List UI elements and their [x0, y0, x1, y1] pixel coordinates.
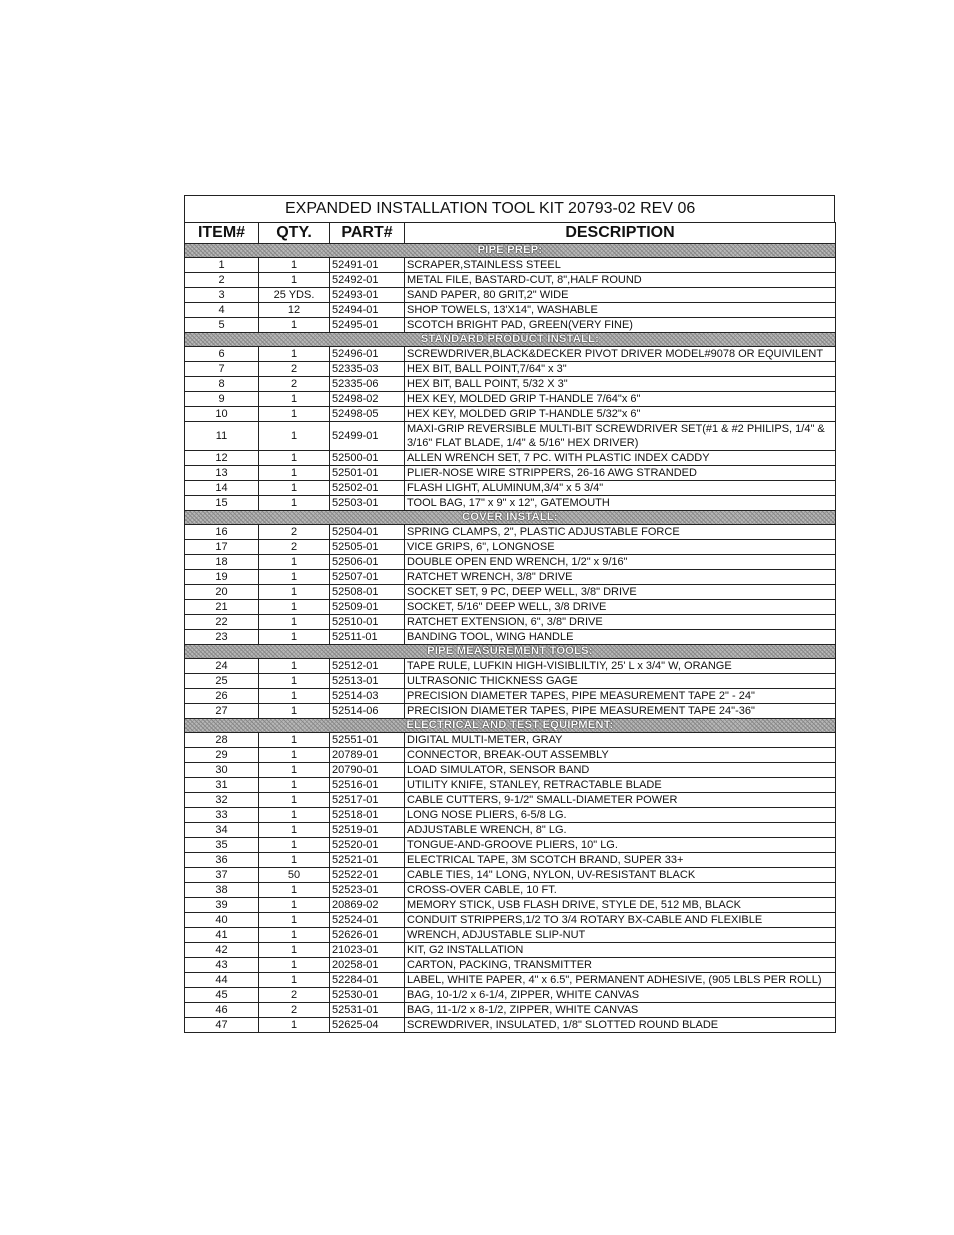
- part-number-cell: 21023-01: [330, 943, 405, 958]
- description-cell: MAXI-GRIP REVERSIBLE MULTI-BIT SCREWDRIVER SET(#1 & #2 PHILIPS, 1/4" & 3/16" FLAT BLADE, 1/4" & 5/16" HEX DRIVER): [405, 422, 836, 451]
- header-part: PART#: [330, 223, 405, 244]
- table-row: [185, 540, 836, 555]
- table-row: [185, 347, 836, 362]
- page-title: EXPANDED INSTALLATION TOOL KIT 20793-02 REV 06: [184, 195, 835, 222]
- description-cell: BAG, 10-1/2 x 6-1/4, ZIPPER, WHITE CANVAS: [405, 988, 836, 1003]
- table-row: [185, 838, 836, 853]
- part-number-cell: 52518-01: [330, 808, 405, 823]
- quantity-cell: 1: [259, 898, 330, 913]
- description-cell: HEX KEY, MOLDED GRIP T-HANDLE 7/64"x 6": [405, 392, 836, 407]
- description-cell: BANDING TOOL, WING HANDLE: [405, 630, 836, 645]
- part-number-cell: 52493-01: [330, 288, 405, 303]
- quantity-cell: 1: [259, 585, 330, 600]
- item-number-cell: 18: [185, 555, 259, 570]
- item-number-cell: 21: [185, 600, 259, 615]
- table-row: [185, 318, 836, 333]
- part-number-cell: 52498-05: [330, 407, 405, 422]
- table-row: [185, 1003, 836, 1018]
- item-number-cell: 36: [185, 853, 259, 868]
- item-number-cell: 26: [185, 689, 259, 704]
- quantity-cell: 1: [259, 943, 330, 958]
- description-cell: RATCHET EXTENSION, 6", 3/8" DRIVE: [405, 615, 836, 630]
- table-row: [185, 689, 836, 704]
- description-cell: CABLE TIES, 14" LONG, NYLON, UV-RESISTANT BLACK: [405, 868, 836, 883]
- table-row: [185, 407, 836, 422]
- item-number-cell: 39: [185, 898, 259, 913]
- description-cell: UTILITY KNIFE, STANLEY, RETRACTABLE BLADE: [405, 778, 836, 793]
- quantity-cell: 1: [259, 659, 330, 674]
- table-row: [185, 778, 836, 793]
- description-cell: SHOP TOWELS, 13'X14", WASHABLE: [405, 303, 836, 318]
- part-number-cell: 52512-01: [330, 659, 405, 674]
- section-title: PIPE PREP:: [185, 244, 836, 258]
- table-row: [185, 303, 836, 318]
- quantity-cell: 1: [259, 496, 330, 511]
- table-row: [185, 883, 836, 898]
- part-number-cell: 52494-01: [330, 303, 405, 318]
- description-cell: VICE GRIPS, 6", LONGNOSE: [405, 540, 836, 555]
- table-row: [185, 973, 836, 988]
- part-number-cell: 52530-01: [330, 988, 405, 1003]
- part-number-cell: 52495-01: [330, 318, 405, 333]
- part-number-cell: 52517-01: [330, 793, 405, 808]
- description-cell: SCREWDRIVER, INSULATED, 1/8" SLOTTED ROUND BLADE: [405, 1018, 836, 1033]
- table-row: [185, 704, 836, 719]
- part-number-cell: 20258-01: [330, 958, 405, 973]
- quantity-cell: 1: [259, 823, 330, 838]
- tool-kit-table: [184, 222, 836, 1033]
- quantity-cell: 1: [259, 928, 330, 943]
- item-number-cell: 6: [185, 347, 259, 362]
- part-number-cell: 52501-01: [330, 466, 405, 481]
- part-number-cell: 52496-01: [330, 347, 405, 362]
- table-row: [185, 793, 836, 808]
- table-row: [185, 481, 836, 496]
- table-row: [185, 659, 836, 674]
- table-row: [185, 258, 836, 273]
- table-row: [185, 958, 836, 973]
- table-row: [185, 362, 836, 377]
- item-number-cell: 22: [185, 615, 259, 630]
- header-description: DESCRIPTION: [405, 223, 836, 244]
- part-number-cell: 20789-01: [330, 748, 405, 763]
- description-cell: ALLEN WRENCH SET, 7 PC. WITH PLASTIC INDEX CADDY: [405, 451, 836, 466]
- part-number-cell: 52506-01: [330, 555, 405, 570]
- table-row: [185, 748, 836, 763]
- part-number-cell: 52284-01: [330, 973, 405, 988]
- table-row: [185, 555, 836, 570]
- table-row: [185, 630, 836, 645]
- description-cell: SAND PAPER, 80 GRIT,2" WIDE: [405, 288, 836, 303]
- quantity-cell: 1: [259, 853, 330, 868]
- quantity-cell: 1: [259, 318, 330, 333]
- item-number-cell: 24: [185, 659, 259, 674]
- table-row: [185, 451, 836, 466]
- item-number-cell: 10: [185, 407, 259, 422]
- part-number-cell: 52516-01: [330, 778, 405, 793]
- item-number-cell: 44: [185, 973, 259, 988]
- item-number-cell: 31: [185, 778, 259, 793]
- part-number-cell: 52509-01: [330, 600, 405, 615]
- table-row: [185, 943, 836, 958]
- quantity-cell: 1: [259, 258, 330, 273]
- part-number-cell: 52551-01: [330, 733, 405, 748]
- description-cell: LOAD SIMULATOR, SENSOR BAND: [405, 763, 836, 778]
- item-number-cell: 8: [185, 377, 259, 392]
- description-cell: PRECISION DIAMETER TAPES, PIPE MEASUREMENT TAPE 2" - 24": [405, 689, 836, 704]
- item-number-cell: 14: [185, 481, 259, 496]
- quantity-cell: 1: [259, 422, 330, 451]
- table-row: [185, 496, 836, 511]
- table-row: [185, 466, 836, 481]
- part-number-cell: 52523-01: [330, 883, 405, 898]
- table-row: [185, 733, 836, 748]
- section-title: ELECTRICAL AND TEST EQUIPMENT:: [185, 719, 836, 733]
- quantity-cell: 2: [259, 1003, 330, 1018]
- item-number-cell: 33: [185, 808, 259, 823]
- part-number-cell: 52505-01: [330, 540, 405, 555]
- item-number-cell: 38: [185, 883, 259, 898]
- section-title: COVER INSTALL:: [185, 511, 836, 525]
- description-cell: DOUBLE OPEN END WRENCH, 1/2" x 9/16": [405, 555, 836, 570]
- item-number-cell: 13: [185, 466, 259, 481]
- item-number-cell: 37: [185, 868, 259, 883]
- table-row: [185, 273, 836, 288]
- item-number-cell: 15: [185, 496, 259, 511]
- part-number-cell: 52502-01: [330, 481, 405, 496]
- description-cell: CONNECTOR, BREAK-OUT ASSEMBLY: [405, 748, 836, 763]
- header-item: ITEM#: [185, 223, 259, 244]
- description-cell: RATCHET WRENCH, 3/8" DRIVE: [405, 570, 836, 585]
- table-row: [185, 898, 836, 913]
- table-row: [185, 585, 836, 600]
- description-cell: MEMORY STICK, USB FLASH DRIVE, STYLE DE, 512 MB, BLACK: [405, 898, 836, 913]
- quantity-cell: 2: [259, 525, 330, 540]
- item-number-cell: 41: [185, 928, 259, 943]
- description-cell: FLASH LIGHT, ALUMINUM,3/4" x 5 3/4": [405, 481, 836, 496]
- table-row: [185, 928, 836, 943]
- part-number-cell: 52524-01: [330, 913, 405, 928]
- description-cell: TOOL BAG, 17" x 9" x 12", GATEMOUTH: [405, 496, 836, 511]
- part-number-cell: 52522-01: [330, 868, 405, 883]
- section-header-row: [185, 511, 836, 525]
- table-header-row: [185, 223, 836, 244]
- section-header-row: [185, 244, 836, 258]
- quantity-cell: 1: [259, 392, 330, 407]
- description-cell: DIGITAL MULTI-METER, GRAY: [405, 733, 836, 748]
- quantity-cell: 1: [259, 570, 330, 585]
- section-header-row: [185, 719, 836, 733]
- part-number-cell: 52335-06: [330, 377, 405, 392]
- table-row: [185, 674, 836, 689]
- part-number-cell: 20869-02: [330, 898, 405, 913]
- item-number-cell: 1: [185, 258, 259, 273]
- table-row: [185, 868, 836, 883]
- item-number-cell: 11: [185, 422, 259, 451]
- item-number-cell: 9: [185, 392, 259, 407]
- description-cell: SCOTCH BRIGHT PAD, GREEN(VERY FINE): [405, 318, 836, 333]
- item-number-cell: 2: [185, 273, 259, 288]
- quantity-cell: 1: [259, 958, 330, 973]
- quantity-cell: 1: [259, 674, 330, 689]
- tool-kit-document: [184, 195, 835, 1033]
- description-cell: SCREWDRIVER,BLACK&DECKER PIVOT DRIVER MODEL#9078 OR EQUIVILENT: [405, 347, 836, 362]
- part-number-cell: 52335-03: [330, 362, 405, 377]
- description-cell: CARTON, PACKING, TRANSMITTER: [405, 958, 836, 973]
- description-cell: CONDUIT STRIPPERS,1/2 TO 3/4 ROTARY BX-CABLE AND FLEXIBLE: [405, 913, 836, 928]
- quantity-cell: 1: [259, 973, 330, 988]
- part-number-cell: 52498-02: [330, 392, 405, 407]
- quantity-cell: 1: [259, 883, 330, 898]
- quantity-cell: 1: [259, 913, 330, 928]
- item-number-cell: 27: [185, 704, 259, 719]
- item-number-cell: 5: [185, 318, 259, 333]
- part-number-cell: 52625-04: [330, 1018, 405, 1033]
- item-number-cell: 12: [185, 451, 259, 466]
- table-row: [185, 853, 836, 868]
- item-number-cell: 40: [185, 913, 259, 928]
- item-number-cell: 42: [185, 943, 259, 958]
- item-number-cell: 3: [185, 288, 259, 303]
- quantity-cell: 25 YDS.: [259, 288, 330, 303]
- description-cell: LABEL, WHITE PAPER, 4" x 6.5", PERMANENT ADHESIVE, (905 LBLS PER ROLL): [405, 973, 836, 988]
- quantity-cell: 2: [259, 540, 330, 555]
- description-cell: HEX BIT, BALL POINT,7/64" x 3": [405, 362, 836, 377]
- quantity-cell: 1: [259, 481, 330, 496]
- part-number-cell: 52514-03: [330, 689, 405, 704]
- description-cell: KIT, G2 INSTALLATION: [405, 943, 836, 958]
- description-cell: CROSS-OVER CABLE, 10 FT.: [405, 883, 836, 898]
- item-number-cell: 16: [185, 525, 259, 540]
- table-row: [185, 288, 836, 303]
- quantity-cell: 1: [259, 347, 330, 362]
- quantity-cell: 1: [259, 704, 330, 719]
- part-number-cell: 20790-01: [330, 763, 405, 778]
- description-cell: WRENCH, ADJUSTABLE SLIP-NUT: [405, 928, 836, 943]
- table-row: [185, 1018, 836, 1033]
- description-cell: ULTRASONIC THICKNESS GAGE: [405, 674, 836, 689]
- table-row: [185, 823, 836, 838]
- quantity-cell: 1: [259, 793, 330, 808]
- table-row: [185, 377, 836, 392]
- item-number-cell: 29: [185, 748, 259, 763]
- part-number-cell: 52492-01: [330, 273, 405, 288]
- item-number-cell: 25: [185, 674, 259, 689]
- part-number-cell: 52520-01: [330, 838, 405, 853]
- table-row: [185, 600, 836, 615]
- item-number-cell: 46: [185, 1003, 259, 1018]
- quantity-cell: 1: [259, 466, 330, 481]
- quantity-cell: 1: [259, 763, 330, 778]
- description-cell: SOCKET SET, 9 PC, DEEP WELL, 3/8" DRIVE: [405, 585, 836, 600]
- section-header-row: [185, 645, 836, 659]
- quantity-cell: 1: [259, 451, 330, 466]
- quantity-cell: 1: [259, 733, 330, 748]
- quantity-cell: 1: [259, 273, 330, 288]
- part-number-cell: 52508-01: [330, 585, 405, 600]
- quantity-cell: 1: [259, 1018, 330, 1033]
- quantity-cell: 1: [259, 778, 330, 793]
- part-number-cell: 52513-01: [330, 674, 405, 689]
- description-cell: BAG, 11-1/2 x 8-1/2, ZIPPER, WHITE CANVAS: [405, 1003, 836, 1018]
- part-number-cell: 52500-01: [330, 451, 405, 466]
- part-number-cell: 52504-01: [330, 525, 405, 540]
- quantity-cell: 1: [259, 838, 330, 853]
- description-cell: LONG NOSE PLIERS, 6-5/8 LG.: [405, 808, 836, 823]
- item-number-cell: 34: [185, 823, 259, 838]
- item-number-cell: 43: [185, 958, 259, 973]
- quantity-cell: 50: [259, 868, 330, 883]
- item-number-cell: 7: [185, 362, 259, 377]
- quantity-cell: 1: [259, 630, 330, 645]
- header-qty: QTY.: [259, 223, 330, 244]
- description-cell: HEX BIT, BALL POINT, 5/32 X 3": [405, 377, 836, 392]
- description-cell: SOCKET, 5/16" DEEP WELL, 3/8 DRIVE: [405, 600, 836, 615]
- part-number-cell: 52531-01: [330, 1003, 405, 1018]
- section-header-row: [185, 333, 836, 347]
- table-row: [185, 570, 836, 585]
- table-row: [185, 422, 836, 451]
- part-number-cell: 52519-01: [330, 823, 405, 838]
- part-number-cell: 52503-01: [330, 496, 405, 511]
- part-number-cell: 52514-06: [330, 704, 405, 719]
- quantity-cell: 2: [259, 988, 330, 1003]
- item-number-cell: 28: [185, 733, 259, 748]
- quantity-cell: 2: [259, 362, 330, 377]
- description-cell: TAPE RULE, LUFKIN HIGH-VISIBLILTIY, 25' L x 3/4" W, ORANGE: [405, 659, 836, 674]
- table-row: [185, 615, 836, 630]
- part-number-cell: 52626-01: [330, 928, 405, 943]
- item-number-cell: 23: [185, 630, 259, 645]
- part-number-cell: 52507-01: [330, 570, 405, 585]
- quantity-cell: 1: [259, 555, 330, 570]
- quantity-cell: 1: [259, 600, 330, 615]
- item-number-cell: 4: [185, 303, 259, 318]
- description-cell: TONGUE-AND-GROOVE PLIERS, 10" LG.: [405, 838, 836, 853]
- section-title: PIPE MEASUREMENT TOOLS:: [185, 645, 836, 659]
- description-cell: CABLE CUTTERS, 9-1/2" SMALL-DIAMETER POWER: [405, 793, 836, 808]
- description-cell: ELECTRICAL TAPE, 3M SCOTCH BRAND, SUPER 33+: [405, 853, 836, 868]
- quantity-cell: 1: [259, 808, 330, 823]
- table-row: [185, 913, 836, 928]
- item-number-cell: 47: [185, 1018, 259, 1033]
- part-number-cell: 52499-01: [330, 422, 405, 451]
- table-row: [185, 988, 836, 1003]
- description-cell: PRECISION DIAMETER TAPES, PIPE MEASUREMENT TAPE 24"-36": [405, 704, 836, 719]
- quantity-cell: 1: [259, 615, 330, 630]
- item-number-cell: 35: [185, 838, 259, 853]
- item-number-cell: 20: [185, 585, 259, 600]
- description-cell: METAL FILE, BASTARD-CUT, 8",HALF ROUND: [405, 273, 836, 288]
- table-row: [185, 763, 836, 778]
- quantity-cell: 2: [259, 377, 330, 392]
- description-cell: HEX KEY, MOLDED GRIP T-HANDLE 5/32"x 6": [405, 407, 836, 422]
- section-title: STANDARD PRODUCT INSTALL:: [185, 333, 836, 347]
- part-number-cell: 52521-01: [330, 853, 405, 868]
- quantity-cell: 1: [259, 689, 330, 704]
- part-number-cell: 52510-01: [330, 615, 405, 630]
- table-row: [185, 392, 836, 407]
- table-body: [185, 244, 836, 1033]
- table-row: [185, 525, 836, 540]
- part-number-cell: 52511-01: [330, 630, 405, 645]
- description-cell: PLIER-NOSE WIRE STRIPPERS, 26-16 AWG STRANDED: [405, 466, 836, 481]
- quantity-cell: 1: [259, 407, 330, 422]
- part-number-cell: 52491-01: [330, 258, 405, 273]
- quantity-cell: 1: [259, 748, 330, 763]
- description-cell: SCRAPER,STAINLESS STEEL: [405, 258, 836, 273]
- item-number-cell: 17: [185, 540, 259, 555]
- item-number-cell: 19: [185, 570, 259, 585]
- description-cell: SPRING CLAMPS, 2", PLASTIC ADJUSTABLE FORCE: [405, 525, 836, 540]
- item-number-cell: 32: [185, 793, 259, 808]
- item-number-cell: 30: [185, 763, 259, 778]
- item-number-cell: 45: [185, 988, 259, 1003]
- table-row: [185, 808, 836, 823]
- description-cell: ADJUSTABLE WRENCH, 8" LG.: [405, 823, 836, 838]
- quantity-cell: 12: [259, 303, 330, 318]
